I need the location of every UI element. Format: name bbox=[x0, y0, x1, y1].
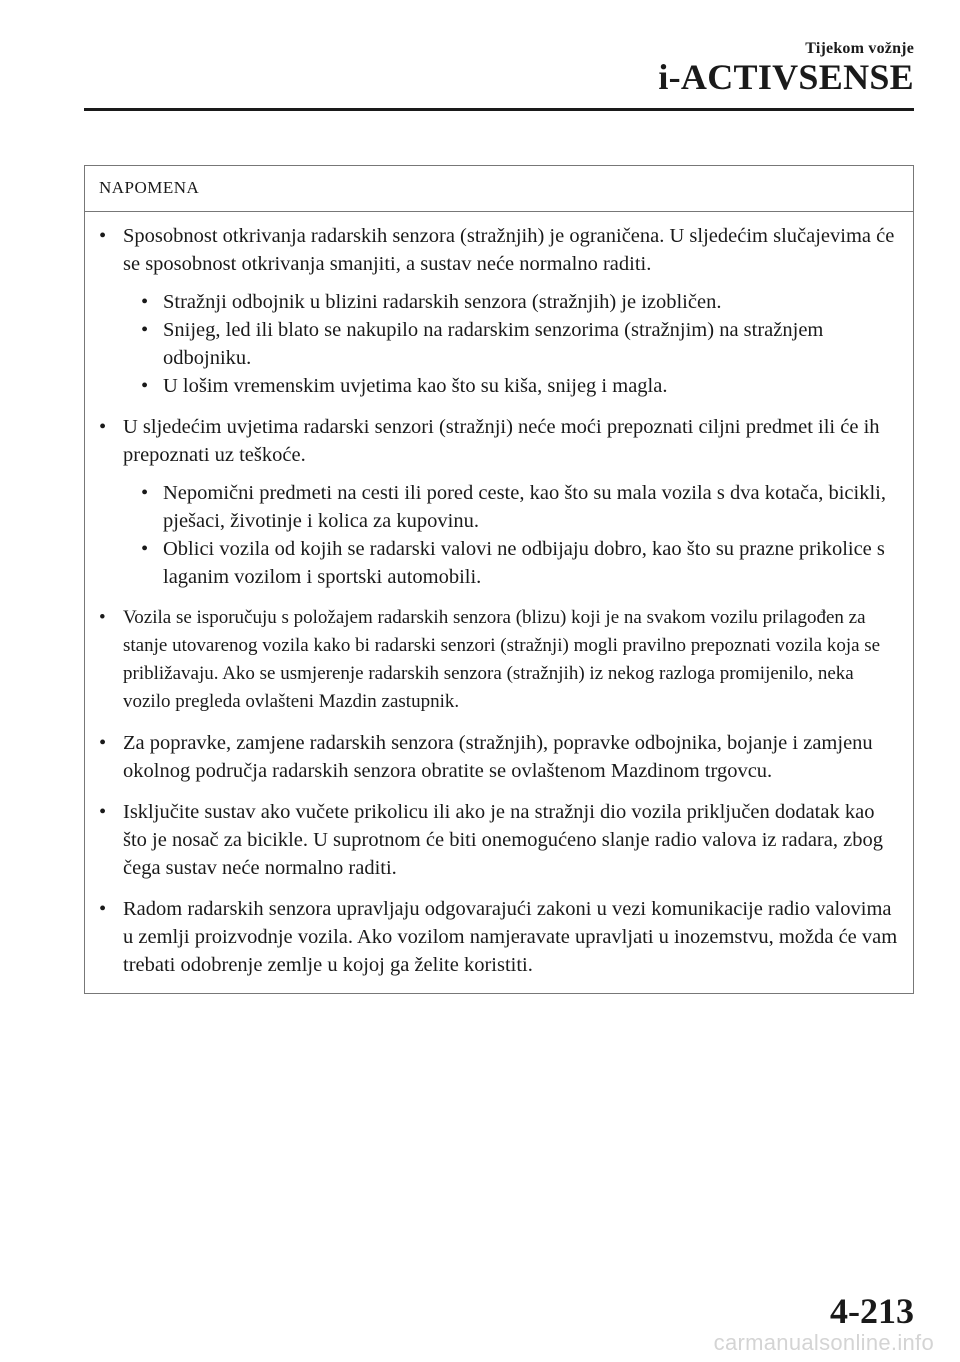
sub-bullet-icon: • bbox=[141, 482, 149, 504]
note-subitem bbox=[123, 316, 903, 372]
note-subitem-text: Nepomični predmeti na cesti ili pored ceste, kao što su mala vozila s dva kotača, bicikli, pješaci, životinje i kolica za kupovinu. bbox=[163, 482, 886, 532]
watermark[interactable]: carmanualsonline.info bbox=[713, 1330, 934, 1355]
note-subitem bbox=[123, 479, 903, 535]
subitem-list bbox=[123, 479, 903, 591]
sub-bullet-icon: • bbox=[141, 538, 149, 560]
page-number: 4-213 bbox=[830, 1291, 914, 1331]
note-subitem-text: U lošim vremenskim uvjetima kao što su kiša, snijeg i magla. bbox=[163, 375, 668, 397]
note-item bbox=[99, 413, 903, 591]
bullet-icon: • bbox=[99, 225, 107, 247]
note-item-text: U sljedećim uvjetima radarski senzori (stražnji) neće moći prepoznati ciljni predmet ili će ih prepoznati uz teškoće. bbox=[123, 416, 880, 466]
note-item-text: Za popravke, zamjene radarskih senzora (stražnjih), popravke odbojnika, bojanje i zamjenu okolnog područja radarskih senzora obratite se ovlaštenom Mazdinom trgovcu. bbox=[123, 732, 873, 782]
note-subitem-text: Snijeg, led ili blato se nakupilo na radarskim senzorima (stražnjim) na stražnjem odbojniku. bbox=[163, 319, 824, 369]
note-item bbox=[99, 604, 903, 716]
note-title: NAPOMENA bbox=[85, 166, 913, 212]
bullet-icon: • bbox=[99, 416, 107, 438]
note-item bbox=[99, 895, 903, 979]
note-subitem-text: Oblici vozila od kojih se radarski valovi ne odbijaju dobro, kao što su prazne prikolice s laganim vozilom i sportski automobili. bbox=[163, 538, 885, 588]
note-item-text: Isključite sustav ako vučete prikolicu ili ako je na stražnji dio vozila priključen dodatak kao što je nosač za bicikle. U suprotnom će biti onemogućeno slanje radio valova iz radara, zbog čega sustav neće normalno raditi. bbox=[123, 801, 883, 879]
note-box bbox=[84, 165, 914, 994]
bullet-icon: • bbox=[99, 607, 106, 628]
section-label: Tijekom vožnje bbox=[805, 40, 914, 57]
note-item bbox=[99, 222, 903, 400]
bullet-icon: • bbox=[99, 801, 107, 823]
header-rule bbox=[84, 108, 914, 111]
bullet-icon: • bbox=[99, 732, 107, 754]
note-body bbox=[85, 212, 913, 993]
note-item-text: Vozila se isporučuju s položajem radarskih senzora (blizu) koji je na svakom vozilu prilagođen za stanje utovarenog vozila kako bi radarski senzori (stražnji) mogli pravilno prepoznati vozila koja se približavaju. Ako se usmjerenje radarskih senzora (stražnjih) iz nekog razloga promijenilo, neka vozilo pregleda ovlašteni Mazdin zastupnik. bbox=[123, 607, 881, 712]
bullet-icon: • bbox=[99, 898, 107, 920]
sub-bullet-icon: • bbox=[141, 319, 149, 341]
note-subitem bbox=[123, 288, 903, 316]
sub-bullet-icon: • bbox=[141, 291, 149, 313]
subitem-list bbox=[123, 288, 903, 400]
note-item bbox=[99, 729, 903, 785]
note-item bbox=[99, 798, 903, 882]
note-item-text: Radom radarskih senzora upravljaju odgovarajući zakoni u vezi komunikacije radio valovima u zemlji proizvodnje vozila. Ako vozilom namjeravate upravljati u inozemstvu, možda će vam trebati odobrenje zemlje u kojoj ga želite koristiti. bbox=[123, 898, 898, 976]
chapter-title: i-ACTIVSENSE bbox=[658, 57, 914, 97]
sub-bullet-icon: • bbox=[141, 375, 149, 397]
note-subitem bbox=[123, 535, 903, 591]
note-item-text: Sposobnost otkrivanja radarskih senzora (stražnjih) je ograničena. U sljedećim slučajevima će se sposobnost otkrivanja smanjiti, a sustav neće normalno raditi. bbox=[123, 225, 895, 275]
note-subitem-text: Stražnji odbojnik u blizini radarskih senzora (stražnjih) je izobličen. bbox=[163, 291, 722, 313]
note-subitem bbox=[123, 372, 903, 400]
